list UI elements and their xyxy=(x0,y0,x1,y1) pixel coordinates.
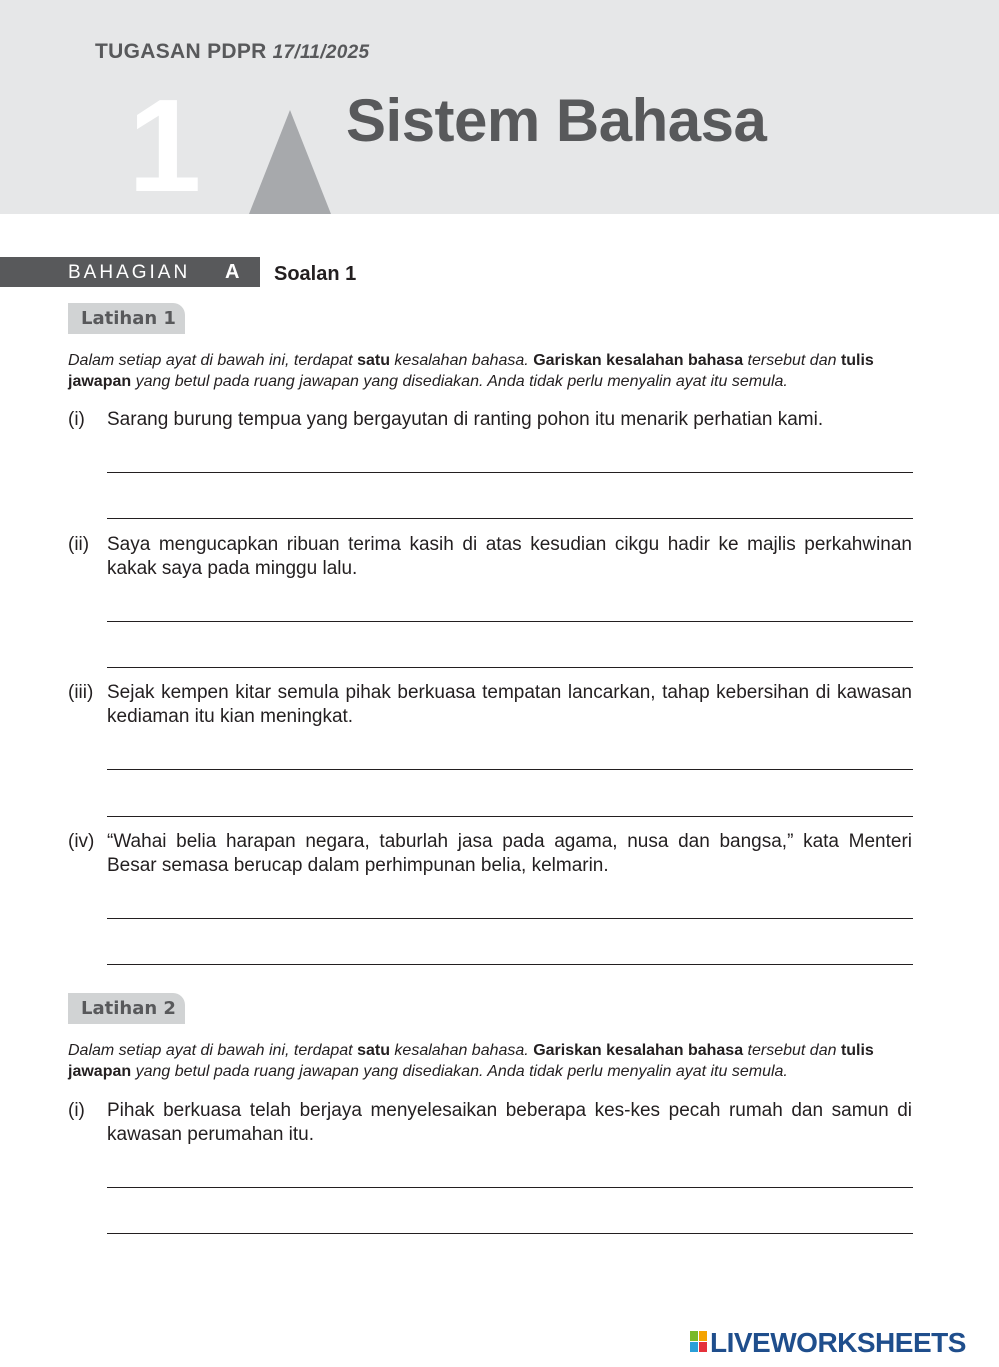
answer-line[interactable] xyxy=(107,1233,913,1234)
question-4-number: (iv) xyxy=(68,831,95,852)
section-letter: A xyxy=(225,261,240,283)
question-1-text: Sarang burung tempua yang bergayutan di ranting pohon itu menarik perhatian kami. xyxy=(107,409,824,430)
answer-line[interactable] xyxy=(107,769,913,770)
chapter-title: Sistem Bahasa xyxy=(346,87,767,154)
latihan-2-tab: Latihan 2 xyxy=(68,993,185,1024)
liveworksheets-logo-icon xyxy=(690,1331,708,1353)
latihan-1-instruction: Dalam setiap ayat di bawah ini, terdapat satu kesalahan bahasa. Gariskan kesalahan bahasa tersebut dan tulis jawapan yang betul pada ruang jawapan yang disediakan. Anda tidak perlu menyalin ayat itu semula. xyxy=(68,352,874,390)
section-label: BAHAGIAN xyxy=(68,262,191,283)
answer-line[interactable] xyxy=(107,667,913,668)
question-2-number: (ii) xyxy=(68,534,90,555)
answer-line[interactable] xyxy=(107,1187,913,1188)
assignment-label: TUGASAN PDPR xyxy=(95,40,267,63)
liveworksheets-logo-text: LIVEWORKSHEETS xyxy=(710,1327,966,1358)
latihan-1-tab: Latihan 1 xyxy=(68,303,185,334)
question-1-number: (i) xyxy=(68,409,85,430)
answer-line[interactable] xyxy=(107,621,913,622)
answer-line[interactable] xyxy=(107,918,913,919)
assignment-title xyxy=(95,40,369,64)
question-4-text: “Wahai belia harapan negara, taburlah jasa pada agama, nusa dan bangsa,” kata Menteri Besar semasa berucap dalam perhimpunan belia, kelmarin. xyxy=(107,831,912,876)
question-3-text: Sejak kempen kitar semula pihak berkuasa tempatan lancarkan, tahap kebersihan di kawasan kediaman itu kian meningkat. xyxy=(107,682,912,727)
latihan-2-instruction: Dalam setiap ayat di bawah ini, terdapat satu kesalahan bahasa. Gariskan kesalahan bahasa tersebut dan tulis jawapan yang betul pada ruang jawapan yang disediakan. Anda tidak perlu menyalin ayat itu semula. xyxy=(68,1042,874,1080)
latihan-2-question-1-number: (i) xyxy=(68,1100,85,1121)
assignment-date: 17/11/2025 xyxy=(272,42,370,63)
answer-line[interactable] xyxy=(107,472,913,473)
triangle-decoration xyxy=(249,110,331,214)
question-label: Soalan 1 xyxy=(274,263,357,285)
answer-line[interactable] xyxy=(107,964,913,965)
question-3-number: (iii) xyxy=(68,682,94,703)
answer-line[interactable] xyxy=(107,816,913,817)
answer-line[interactable] xyxy=(107,518,913,519)
chapter-number: 1 xyxy=(128,72,202,219)
question-2-text: Saya mengucapkan ribuan terima kasih di atas kesudian cikgu hadir ke majlis perkahwinan kakak saya pada minggu lalu. xyxy=(107,534,912,579)
latihan-2-question-1-text: Pihak berkuasa telah berjaya menyelesaikan beberapa kes-kes pecah rumah dan samun di kawasan perumahan itu. xyxy=(107,1100,912,1145)
